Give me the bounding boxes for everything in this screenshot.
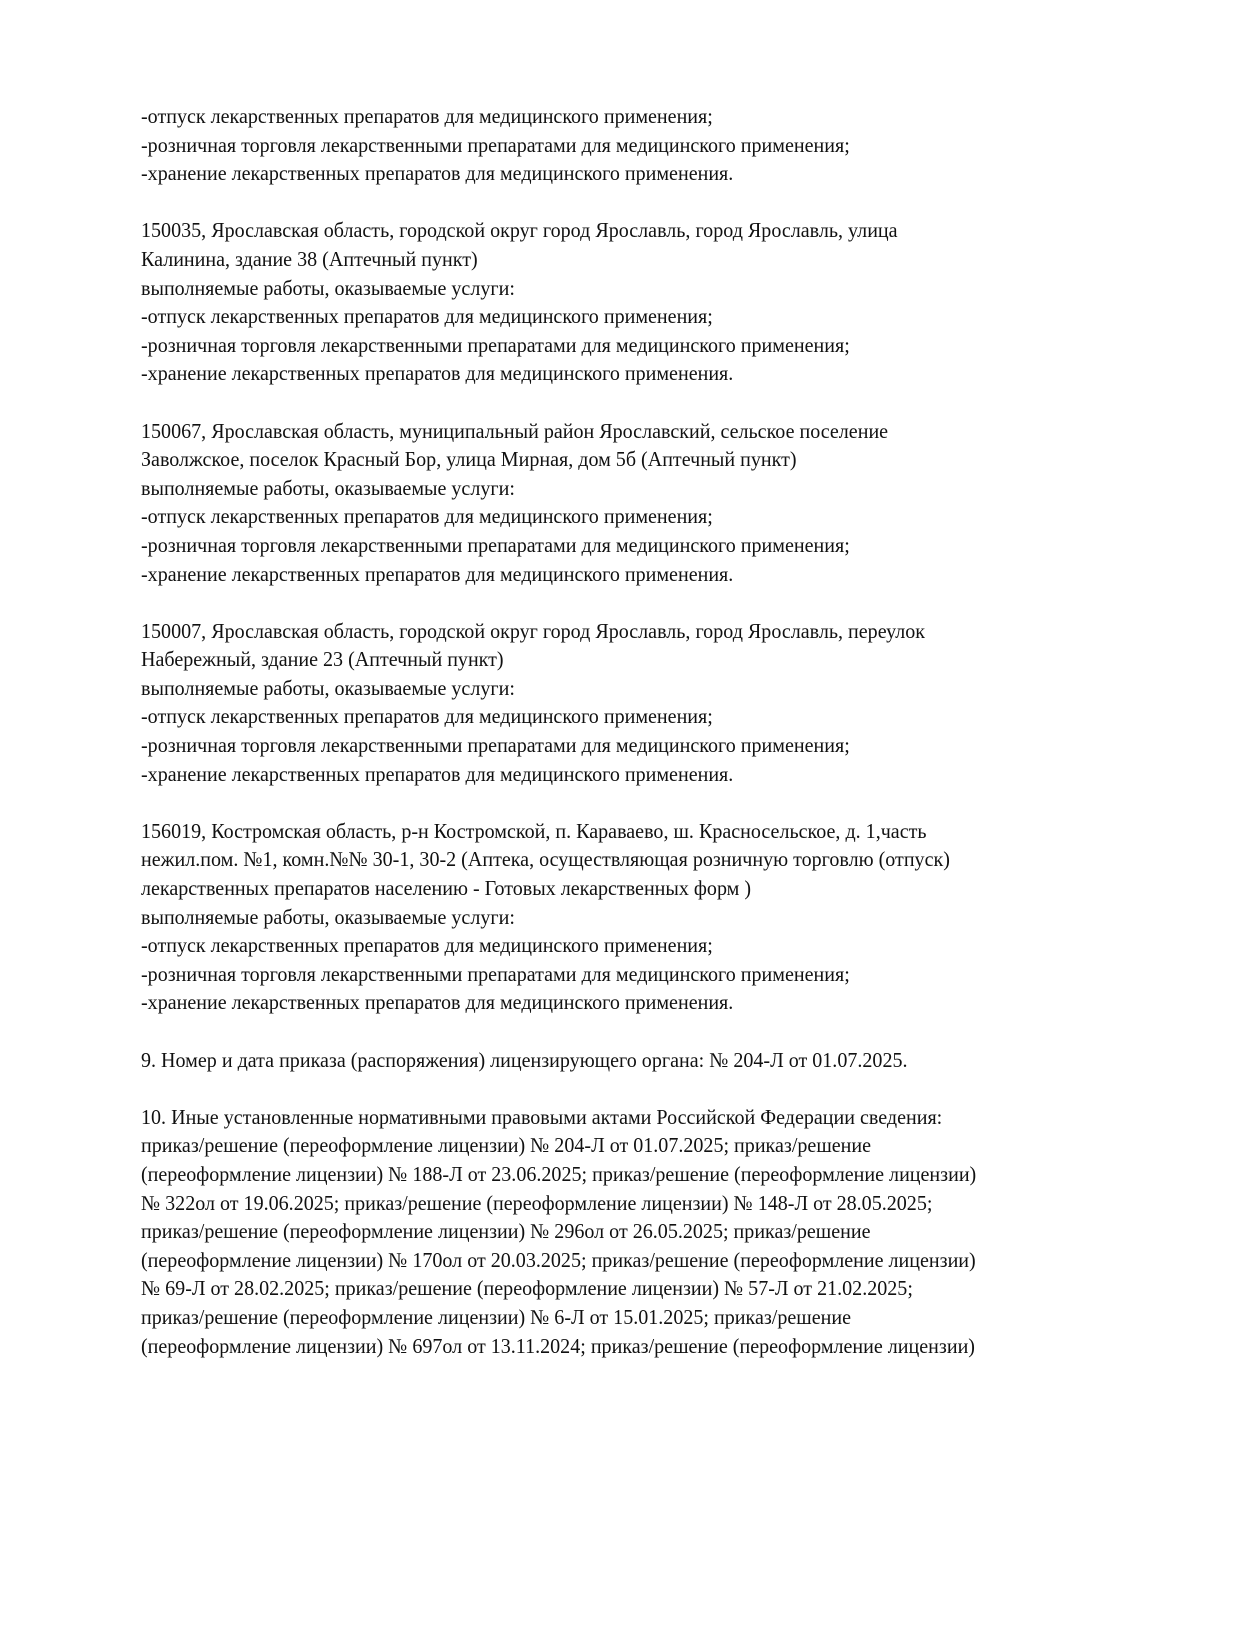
service-item: -розничная торговля лекарственными препаратами для медицинского применения; [141,132,850,157]
item-10-line: № 322ол от 19.06.2025; приказ/решение (переоформление лицензии) № 148-Л от 28.05.2025; [141,1190,933,1215]
service-item: -розничная торговля лекарственными препаратами для медицинского применения; [141,961,850,986]
service-item: -хранение лекарственных препаратов для медицинского применения. [141,990,734,1015]
service-item: -розничная торговля лекарственными препаратами для медицинского применения; [141,332,850,357]
document-body [141,102,1096,1389]
services-heading: выполняемые работы, оказываемые услуги: [141,675,515,700]
item-10-line: приказ/решение (переоформление лицензии) № 204-Л от 01.07.2025; приказ/решение [141,1133,872,1158]
service-item: -хранение лекарственных препаратов для медицинского применения. [141,361,734,386]
item-10-other-info [141,1103,1096,1360]
address-line: Заволжское, поселок Красный Бор, улица Мирная, дом 5б (Аптечный пункт) [141,447,797,472]
item-9-order-number [141,1046,1096,1075]
address-line: 156019, Костромская область, р-н Костромской, п. Караваево, ш. Красносельское, д. 1,часть [141,818,927,843]
address-block [141,417,1096,589]
item-10-line: приказ/решение (переоформление лицензии) № 6-Л от 15.01.2025; приказ/решение [141,1304,851,1329]
item-9-text: 9. Номер и дата приказа (распоряжения) лицензирующего органа: № 204-Л от 01.07.2025. [141,1047,908,1072]
service-item: -розничная торговля лекарственными препаратами для медицинского применения; [141,532,850,557]
address-line: Набережный, здание 23 (Аптечный пункт) [141,647,504,672]
address-line: лекарственных препаратов населению - Готовых лекарственных форм ) [141,876,752,901]
service-item: -розничная торговля лекарственными препаратами для медицинского применения; [141,733,850,758]
service-item: -отпуск лекарственных препаратов для медицинского применения; [141,504,713,529]
item-10-line: (переоформление лицензии) № 188-Л от 23.06.2025; приказ/решение (переоформление лицензии) [141,1161,977,1186]
address-line: 150035, Ярославская область, городской округ город Ярославль, город Ярославль, улица [141,218,898,243]
item-10-line: приказ/решение (переоформление лицензии) № 296ол от 26.05.2025; приказ/решение [141,1219,871,1244]
service-item: -хранение лекарственных препаратов для медицинского применения. [141,161,734,186]
services-heading: выполняемые работы, оказываемые услуги: [141,904,515,929]
service-item: -хранение лекарственных препаратов для медицинского применения. [141,561,734,586]
item-10-line: (переоформление лицензии) № 170ол от 20.03.2025; приказ/решение (переоформление лицензии) [141,1247,976,1272]
services-list-continued [141,102,1096,188]
address-line: Калинина, здание 38 (Аптечный пункт) [141,246,478,271]
address-line: 150067, Ярославская область, муниципальный район Ярославский, сельское поселение [141,418,889,443]
address-block [141,617,1096,789]
item-10-line: № 69-Л от 28.02.2025; приказ/решение (переоформление лицензии) № 57-Л от 21.02.2025; [141,1276,913,1301]
service-item: -отпуск лекарственных препаратов для медицинского применения; [141,933,713,958]
service-item: -хранение лекарственных препаратов для медицинского применения. [141,761,734,786]
item-10-line: (переоформление лицензии) № 697ол от 13.11.2024; приказ/решение (переоформление лицензии) [141,1333,975,1358]
services-heading: выполняемые работы, оказываемые услуги: [141,275,515,300]
address-line: нежил.пом. №1, комн.№№ 30-1, 30-2 (Аптека, осуществляющая розничную торговлю (отпуск) [141,847,950,872]
service-item: -отпуск лекарственных препаратов для медицинского применения; [141,704,713,729]
service-item: -отпуск лекарственных препаратов для медицинского применения; [141,304,713,329]
service-item: -отпуск лекарственных препаратов для медицинского применения; [141,104,713,128]
address-block [141,817,1096,1017]
address-block [141,216,1096,388]
item-10-line: 10. Иные установленные нормативными правовыми актами Российской Федерации сведения: [141,1104,943,1129]
address-line: 150007, Ярославская область, городской округ город Ярославль, город Ярославль, переулок [141,618,926,643]
services-heading: выполняемые работы, оказываемые услуги: [141,475,515,500]
